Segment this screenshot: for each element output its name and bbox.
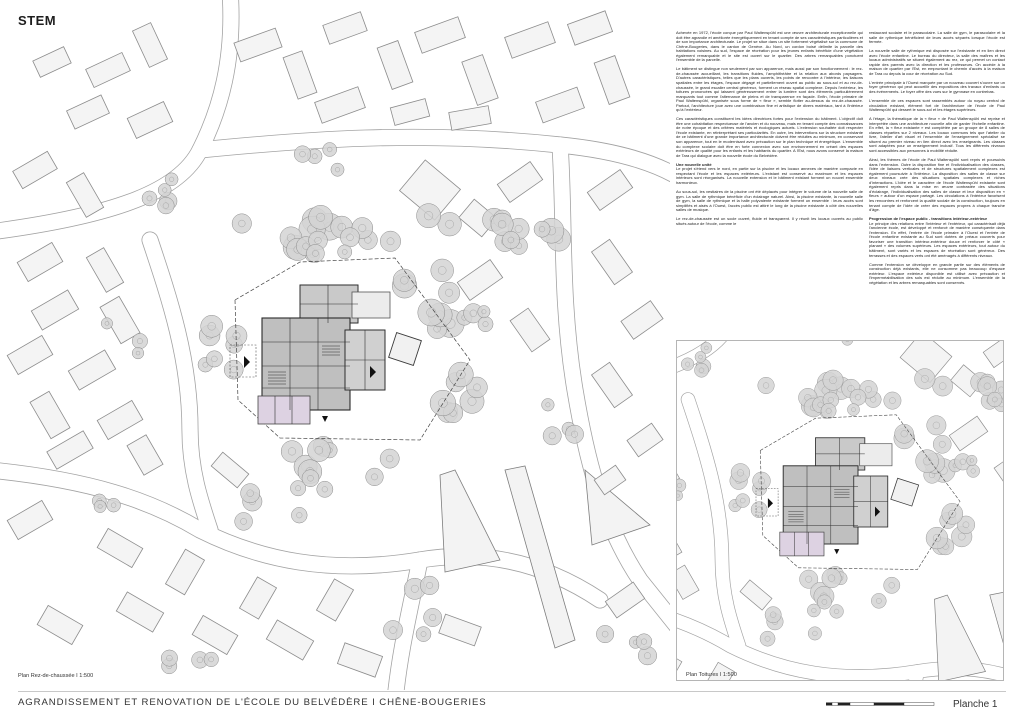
tree — [380, 449, 399, 468]
tree-canopy — [101, 318, 112, 329]
building — [234, 28, 282, 62]
building — [132, 23, 167, 68]
paragraph: L'entrée principale à l'Ouest marquée par un nouveau couvert s'ouvre sur un foyer généreux qui peut accueillir des expositions des travaux d'enfants ou des événements. Le foyer offre des vues sur le gymnase en contrebas. — [869, 79, 1005, 95]
building — [323, 12, 367, 44]
tree-canopy — [417, 204, 441, 228]
tree — [201, 315, 223, 337]
building — [415, 17, 466, 53]
tree — [158, 197, 175, 214]
tree — [290, 481, 305, 496]
pool — [352, 292, 390, 318]
tree — [565, 425, 583, 443]
tree — [294, 146, 311, 163]
paragraph: Le projet s'étend vers le nord, en partie sur la piscine et les locaux annexes de manière compacte en respectant l'école et les espaces extérieurs. L'existant est conservé au maximum et les espaces intérieurs sont réorganisés. La nouvelle extension et le bâtiment existant forment un nouvel ensemble harmonieux. — [676, 166, 863, 185]
building-triangle — [440, 470, 500, 572]
building — [283, 51, 317, 99]
scale-bar-segment — [874, 703, 904, 706]
tree-canopy — [596, 625, 613, 642]
scale-bar-segment — [850, 703, 874, 706]
tree — [418, 299, 445, 326]
tree-canopy — [94, 500, 106, 512]
tree-canopy — [502, 231, 519, 248]
building — [316, 579, 353, 621]
tree — [542, 399, 555, 412]
paragraph: restaurant scolaire et le parascolaire. La salle de gym, le parascolaire et la salle de rythmique bénéficient de leurs accès séparés lorsque l'école est fermée. — [869, 31, 1005, 45]
tree-canopy — [290, 481, 305, 496]
building — [17, 242, 63, 281]
tree — [502, 231, 519, 248]
tree — [338, 245, 352, 259]
tree — [543, 427, 561, 445]
tree — [430, 390, 456, 416]
tree-canopy — [323, 143, 337, 157]
tree — [101, 318, 112, 329]
tree-canopy — [430, 390, 456, 416]
building — [192, 615, 238, 654]
tree-canopy — [206, 351, 222, 367]
section-heading: Progression de l'espace public - transitions intérieur-extérieur — [869, 216, 988, 222]
building — [505, 22, 556, 58]
paragraph: L'ensemble de ces espaces sont rassemblés autour du noyau central de circulation existant, élément fort de l'architecture de l'école de Paul Waltenspühl qui dessert le sous-sol et les étages supérieurs. — [869, 98, 1005, 113]
gym-hall — [258, 396, 310, 424]
tree — [165, 173, 178, 186]
tree-canopy — [235, 513, 253, 531]
tree — [478, 306, 490, 318]
building — [592, 239, 633, 284]
tree-canopy — [366, 468, 384, 486]
building — [165, 549, 204, 595]
tree — [308, 439, 331, 462]
building — [337, 643, 382, 677]
paragraph: Au sous-sol, les vestiaires de la piscine ont été déplacés pour intégrer le volume de la nouvelle salle de gym. La salle de rythmique bénéficie d'un éclairage naturel. Ainsi, la piscine existante, la nouvelle salle de gym, la salle de rythmique et la halle polyvalente existante forment un ensemble : leurs accès sont simplifiés et aisés à l'Ouest, l'accès public est attiré le long de la piscine existante à côté des nouvelles salles de musique. — [676, 188, 863, 213]
scale-bar-segment — [904, 703, 934, 706]
tree-canopy — [438, 212, 462, 236]
building — [315, 87, 366, 123]
building — [587, 170, 632, 211]
building — [439, 614, 482, 646]
roof-plan-label: Plan Toitures I 1:500 — [686, 672, 737, 678]
building — [536, 87, 585, 123]
entrance-marker — [244, 356, 250, 368]
logo: STEM — [18, 13, 57, 28]
building — [390, 99, 429, 126]
tree — [306, 244, 324, 262]
tree — [393, 269, 415, 291]
tree — [439, 282, 460, 303]
tree — [309, 205, 333, 229]
building — [211, 452, 249, 488]
building — [7, 335, 53, 374]
tree — [366, 468, 384, 486]
tree — [291, 507, 307, 523]
tree — [331, 163, 344, 176]
building — [457, 260, 502, 301]
tree-canopy — [291, 507, 307, 523]
tree-canopy — [534, 221, 550, 237]
school-complex — [230, 258, 470, 440]
roof-plan-view — [677, 341, 1003, 680]
tree — [636, 634, 652, 650]
tree-canopy — [424, 608, 442, 626]
paragraph: A l'étage, la thématique de la « fleur » de Paul Waltenspühl est reprise et interprétée dans une architecture nouvelle afin de garder l'échelle enfantine. En effet, la « fleur existante » est complétée par un groupe de 8 salles de classes réparties sur 2 niveaux. Les locaux communs tels que l'atelier du livre, l'atelier d'art visuel et l'ensemble de l'enseignement spécialisé se situent au premier niveau en lien direct avec les enseignants. Les classes sont adaptées pour un enseignement inclusif. Tous les différents niveaux sont accessibles aux personnes à mobilité réduite. — [869, 116, 1005, 154]
building — [68, 350, 115, 390]
tree-canopy — [161, 650, 177, 666]
building — [67, 95, 110, 129]
tree-canopy — [309, 205, 333, 229]
building — [127, 102, 173, 139]
paragraph: Ainsi, les thèmes de l'école de Paul Waltenspühl sont repris et poursuivis dans l'extension. Outre la disposition fine et l'individualisation des classes, l'idée de liaisons verticales et de structures spatialement complexes est également poursuivie à l'intérieur. La disposition des salles de classe sur deux niveaux crée des situations spatiales complexes et riches d'interactions. L'idée et le caractère de l'école Waltenspühl existante sont également repris dans la mise en œuvre contrastée des situations d'éclairage, l'individualisation des salles de classe et leur disposition en « fleurs » autour d'un espace partagé. Les circulations à l'intérieur favorisent les rencontres et renforcent la qualité sociale de la construction, toujours en tenant compte de l'idée de créer des espaces propres à chaque tranche d'âge. — [869, 157, 1005, 213]
tree — [161, 650, 177, 666]
tree-canopy — [241, 484, 260, 503]
ground-floor-plan-label: Plan Rez-de-chaussée I 1:500 — [18, 673, 94, 679]
building — [239, 577, 276, 619]
tree-canopy — [132, 347, 144, 359]
tree-canopy — [416, 627, 431, 642]
entrance-marker — [322, 416, 328, 422]
tree-canopy — [393, 269, 415, 291]
tree-canopy — [636, 634, 652, 650]
tree-canopy — [478, 317, 493, 332]
tree — [132, 347, 144, 359]
tree-canopy — [294, 146, 311, 163]
tree-canopy — [542, 399, 555, 412]
sheet-number: Planche 1 — [953, 699, 998, 710]
building — [567, 11, 612, 45]
building — [13, 151, 58, 188]
paragraph: Ces caractéristiques constituent les idées directrices fortes pour l'extension du bâtiment. L'objectif doit être une cohabitation respectueuse de l'ancien et du nouveau, mais en tenant compte des connaissances de notre époque et des critères matériels et écologiques actuels. L'extension souhaitée doit respecter l'école existante, en réinterprétant ses particularités. En outre, les interventions sur la structure existante de ce bâtiment d'une grande importance architecturale doivent être réduites au minimum, en conservant son apparence, tout en le modernisant avec précaution sur le plan technique et énergétique. L'ensemble du complexe scolaire doit être en forte connexion avec son environnement en créant des espaces extérieurs de qualité pour les enfants et les habitants du quartier. A l'Est, nous avons conservé la maison de Tara qui dialogue avec la nouvelle école du Belvédère. — [676, 116, 863, 158]
tree — [478, 317, 493, 332]
road — [0, 0, 231, 232]
building — [7, 500, 53, 539]
roof-plan — [677, 341, 1003, 680]
tree — [107, 498, 121, 512]
tree-canopy — [224, 360, 243, 379]
tree — [94, 500, 106, 512]
section-heading: Une nouvelle unité — [676, 161, 712, 167]
tree-canopy — [306, 244, 324, 262]
tree — [420, 576, 439, 595]
tree — [383, 621, 402, 640]
building — [37, 605, 83, 644]
tree-canopy — [431, 259, 454, 282]
tree-canopy — [317, 481, 333, 497]
text-column-2 — [869, 31, 1005, 337]
tree — [241, 484, 260, 503]
paragraph: Comme l'extension se développe en grande partie sur des éléments de construction déjà existants, elle ne consomme pas beaucoup d'espace extérieur. L'espace extérieur disponible est utilisé avec précaution et l'imperméabilisation des sols est réduite au minimum. L'ensemble de la végétation et les arbres remarquables sont conservés. — [869, 261, 1005, 285]
tree-canopy — [418, 299, 445, 326]
tree-canopy — [439, 282, 460, 303]
scale-bar-segment — [838, 703, 850, 706]
tree — [317, 481, 333, 497]
roof-plan-frame — [676, 340, 1004, 681]
building — [31, 290, 78, 330]
tree — [232, 214, 251, 233]
tree-canopy — [142, 191, 157, 206]
tree — [638, 647, 656, 665]
tree — [534, 221, 550, 237]
tree-canopy — [478, 306, 490, 318]
tree — [431, 259, 454, 282]
building — [116, 592, 163, 632]
maison-de-tara — [389, 333, 422, 366]
building — [594, 56, 630, 105]
project-title: AGRANDISSEMENT ET RENOVATION DE L'ÉCOLE DU BELVÉDÈRE I CHÊNE-BOUGERIES — [18, 697, 487, 708]
building — [30, 391, 70, 438]
tree-canopy — [308, 439, 331, 462]
tree — [142, 191, 157, 206]
building — [97, 528, 143, 567]
tree-canopy — [232, 214, 251, 233]
tree-canopy — [331, 163, 344, 176]
tree — [340, 228, 359, 247]
building — [127, 435, 163, 475]
tree-canopy — [380, 231, 400, 251]
tree-canopy — [420, 576, 439, 595]
text-column-1 — [676, 31, 863, 337]
scale-bar-segment — [826, 703, 832, 706]
paragraph: Le principe des relations entre l'intérieur et l'extérieur, qui caractérisait déjà l'ancienne école, est développé et renforcé de manière conséquente dans l'extension. En effet, l'entrée de l'école primaire à l'Ouest et l'entrée de l'école enfantine existante au Sud sont dotées de préaux couverts pour favoriser une transition intérieur-extérieur douce et renforcer le côté « planant » des volumes supérieurs. Les espaces extérieurs, tout autour du bâtiment, sont variés et les espaces de récréation sont généreux. Des terrasses et des espaces verts ont été aménagés à différents niveaux. — [869, 220, 1005, 258]
building — [97, 400, 143, 439]
paragraph: Le rez-de-chaussée est un socle ouvert, fluide et transparent. Il y réunit les locaux ouverts au public situés autour de l'école, comme le — [676, 216, 863, 226]
tree-canopy — [107, 498, 121, 512]
tree-canopy — [638, 647, 656, 665]
tree-canopy — [204, 652, 219, 667]
tree-canopy — [165, 173, 178, 186]
tree — [132, 333, 147, 348]
building — [462, 55, 498, 106]
scale-bar — [826, 700, 938, 712]
tree — [424, 608, 442, 626]
tree — [206, 351, 222, 367]
footer-divider — [18, 691, 1006, 692]
tree-canopy — [338, 245, 352, 259]
paragraph: Le bâtiment se distingue non seulement par son apparence, mais aussi par son fonctionnement : le rez-de-chaussée accueillant, les transitions fluides, l'amphithéâtre et la relation aux abords paysagers. D'autres caractéristiques, telles que les plans ouverts, les points de rencontre à l'intérieur, les liaisons spatiales entre les étages, l'espace dégagé et partiellement ouvert au public au sous-sol et au rez-de-chaussée, le grand escalier central généreux, forment un réseau spatial complexe. Depuis l'extérieur, les toitures prononcées qui laissent généreusement entrer la lumière sont des éléments particulièrement marquants tout comme l'alternance de pleins et de transparence en façade. Enfin, l'école primaire de Paul Waltenspühl, organisée sous forme de « fleur », semble flotter au-dessus du rez-de-chaussée. Partout, l'architecture joue avec une combinaison fine et artistique de divers matériaux, tant à l'intérieur qu'à l'extérieur. — [676, 66, 863, 113]
building — [86, 248, 123, 293]
building — [86, 52, 131, 87]
tree — [596, 625, 613, 642]
building — [627, 423, 663, 457]
tree — [417, 204, 441, 228]
tree — [380, 231, 400, 251]
tree-canopy — [380, 449, 399, 468]
building — [449, 106, 492, 131]
paragraph: Achevée en 1972, l'école conçue par Paul Waltenspühl est une œuvre architecturale exceptionnelle qui doit être agrandie et améliorée énergétiquement en tenant compte de ses caractéristiques particulières et de son importance architecturale. Le projet se situe dans un site fortement végétalisé sur la commune de Chêne-Bougeries, dans le canton de Genève. Au Nord, un cordon boisé délimite la parcelle des habitations voisines. Au sud, l'espace de récréation pour les jeunes enfants bénéficie d'une végétation également remarquable et le site est ouvert sur le quartier. Des arbres remarquables ponctuent l'ensemble de la parcelle. — [676, 31, 863, 63]
tree — [224, 360, 243, 379]
tree — [416, 627, 431, 642]
scale-bar-segment — [832, 703, 838, 706]
tree-canopy — [132, 333, 147, 348]
building — [497, 162, 542, 203]
building — [510, 308, 550, 352]
tree — [235, 513, 253, 531]
tree — [323, 143, 337, 157]
building — [621, 301, 663, 340]
tree-canopy — [543, 427, 561, 445]
tree — [438, 212, 462, 236]
tree-canopy — [158, 197, 175, 214]
tree-canopy — [383, 621, 402, 640]
building — [266, 620, 313, 660]
paragraph: La nouvelle salle de rythmique est disposée sur l'existante et en lien direct avec l'école enfantine. Le bureau du directeur, la salle des maîtres et les locaux administratifs se situent également au rez, ce qui permet un contact rapide des parents avec la direction et les professeurs. On accède à la maison de quartier par l'Est, en empruntant le chemin d'accès à la maison de Tara ou depuis la cour de récréation au Sud. — [869, 48, 1005, 76]
tree-canopy — [565, 425, 583, 443]
tree — [204, 652, 219, 667]
tree-canopy — [340, 228, 359, 247]
building — [592, 362, 633, 407]
building — [377, 41, 413, 90]
tree-canopy — [201, 315, 223, 337]
building — [33, 47, 71, 78]
